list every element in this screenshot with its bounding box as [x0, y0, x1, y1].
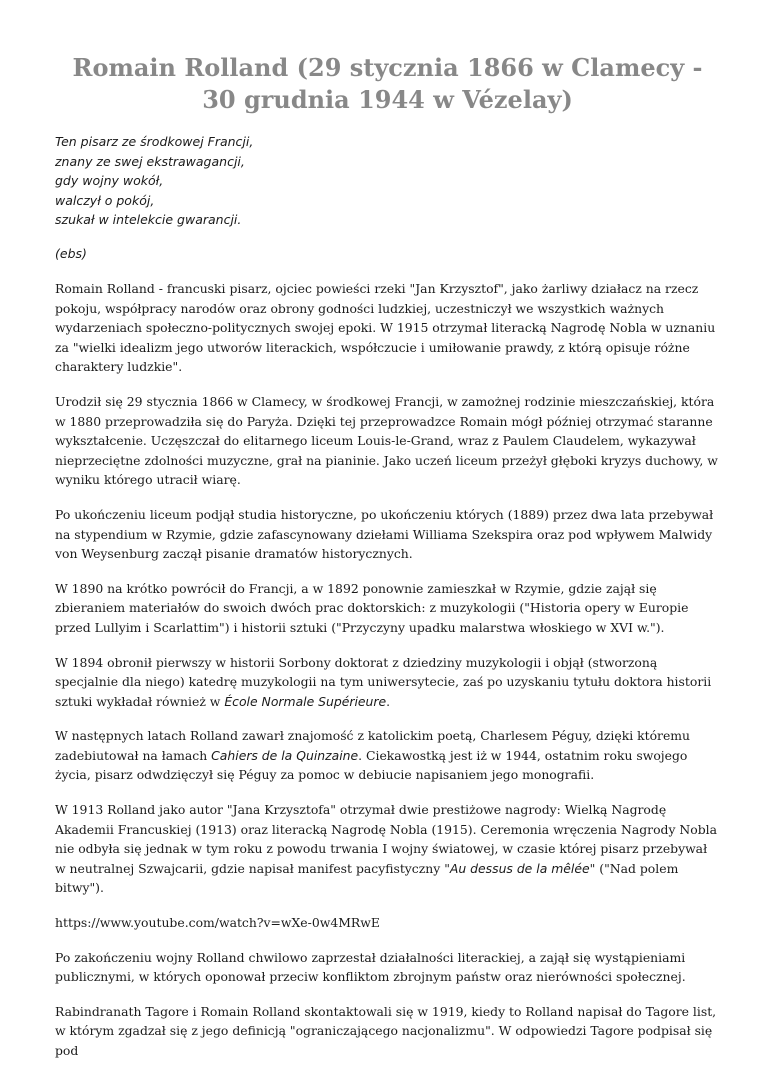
text-span: . Ciekawostką jest iż w 1944, ostatnim roku swojego życia, pisarz odwdzięczył się Péguy za pomoc w debiucie napisaniem jego monografii. — [55, 747, 688, 783]
poem-line: gdy wojny wokół, — [55, 173, 164, 188]
paragraph-rome: W 1890 na krótko powrócił do Francji, a w 1892 ponownie zamieszkał w Rzymie, gdzie zajął się zbieraniem materiałów do swoich dwóch prac doktorskich: z muzykologii ("Historia opery w Europie przed Lullyim i Scarlattim") i historii sztuki ("Przyczyny upadku malarstwa włoskiego w XVI w."). — [55, 580, 689, 635]
paragraph-tagore: Rabindranath Tagore i Romain Rolland skontaktowali się w 1919, kiedy to Rolland napisał do Tagore list, w którym zgadzał się z jego definicją "ograniczającego nacjonalizmu". W odpowiedzi Tagore podpisał się pod — [55, 1003, 717, 1058]
text-span: . — [386, 693, 391, 709]
text-span: W 1913 Rolland jako autor "Jana Krzysztofa" otrzymał dwie prestiżowe nagrody: Wielką Nagrodę Akademii Francuskiej (1913) oraz literacką Nagrodę Nobla (1915). Ceremonia wręczenia Nagrody Nobla nie odbyła się jednak w tym roku z powodu trwania I wojny światowej, w czasie której pisarz przebywał w neutralnej Szwajcarii, gdzie napisał manifest pacyfistyczny " — [55, 802, 717, 876]
paragraph-postwar: Po zakończeniu wojny Rolland chwilowo zaprzestał działalności literackiej, a zajął się wystąpieniami publicznymi, w których oponował przeciw konfliktom zbrojnym państw oraz nierówności społecznej. — [55, 949, 686, 985]
poem-signature: (ebs) — [55, 245, 87, 261]
text-span: W 1894 obronił pierwszy w historii Sorbony doktorat z dziedziny muzykologii i objął (stworzoną specjalnie dla niego) katedrę muzykologii na tym uniwersytecie, zaś po uzyskaniu tytułu doktora historii sztuki wykładał również w — [55, 654, 712, 709]
poem — [55, 132, 720, 230]
text-span: " ("Nad polem bitwy"). — [55, 860, 679, 896]
document-page — [55, 52, 720, 1076]
italic-text: Cahiers de la Quinzaine — [211, 747, 359, 763]
paragraph-peguy — [55, 726, 720, 785]
poem-line: Ten pisarz ze środkowej Francji, — [55, 134, 254, 149]
italic-text: École Normale Supérieure — [224, 693, 387, 709]
paragraph-nobel — [55, 800, 720, 898]
paragraph-intro: Romain Rolland - francuski pisarz, ojciec powieści rzeki "Jan Krzysztof", jako żarliwy działacz na rzecz pokoju, współpracy narodów oraz obrony godności ludzkiej, uczestniczył we wszystkich ważnych wydarzeniach społeczno-politycznych swojej epoki. W 1915 otrzymał literacką Nagrodę Nobla w uznaniu za "wielki idealizm jego utworów literackich, współczucie i umiłowanie prawdy, z którą opisuje różne charaktery ludzkie". — [55, 281, 716, 375]
poem-line: walczył o pokój, — [55, 192, 155, 208]
paragraph-childhood: Urodził się 29 stycznia 1866 w Clamecy, w środkowej Francji, w zamożnej rodzinie mieszczańskiej, która w 1880 przeprowadziła się do Paryża. Dzięki tej przeprowadzce Romain mógł później otrzymać staranne wykształcenie. Uczęszczał do elitarnego liceum Louis-le-Grand, wraz z Paulem Claudelem, wykazywał nieprzeciętne zdolności muzyczne, grał na pianinie. Jako uczeń liceum przeżył głęboki kryzys duchowy, w wyniku którego utracił wiarę. — [55, 393, 718, 488]
paragraph-doctorate — [55, 653, 720, 712]
poem-line: szukał w intelekcie gwarancji. — [55, 212, 242, 227]
italic-text: Au dessus de la mêlée — [449, 860, 590, 876]
paragraph-studies: Po ukończeniu liceum podjął studia historyczne, po ukończeniu których (1889) przez dwa lata przebywał na stypendium w Rzymie, gdzie zafascynowany dziełami Williama Szekspira oraz pod wpływem Malwidy von Weysenburg zaczął pisanie dramatów historycznych. — [55, 506, 714, 562]
page-title: Romain Rolland (29 stycznia 1866 w Clamecy - 30 grudnia 1944 w Vézelay) — [72, 53, 703, 114]
poem-line: znany ze swej ekstrawagancji, — [55, 153, 245, 169]
video-url: https://www.youtube.com/watch?v=wXe-0w4MRwE — [55, 915, 380, 931]
text-span: W następnych latach Rolland zawarł znajomość z katolickim poetą, Charlesem Péguy, dzięki któremu zadebiutował na łamach — [55, 728, 691, 763]
